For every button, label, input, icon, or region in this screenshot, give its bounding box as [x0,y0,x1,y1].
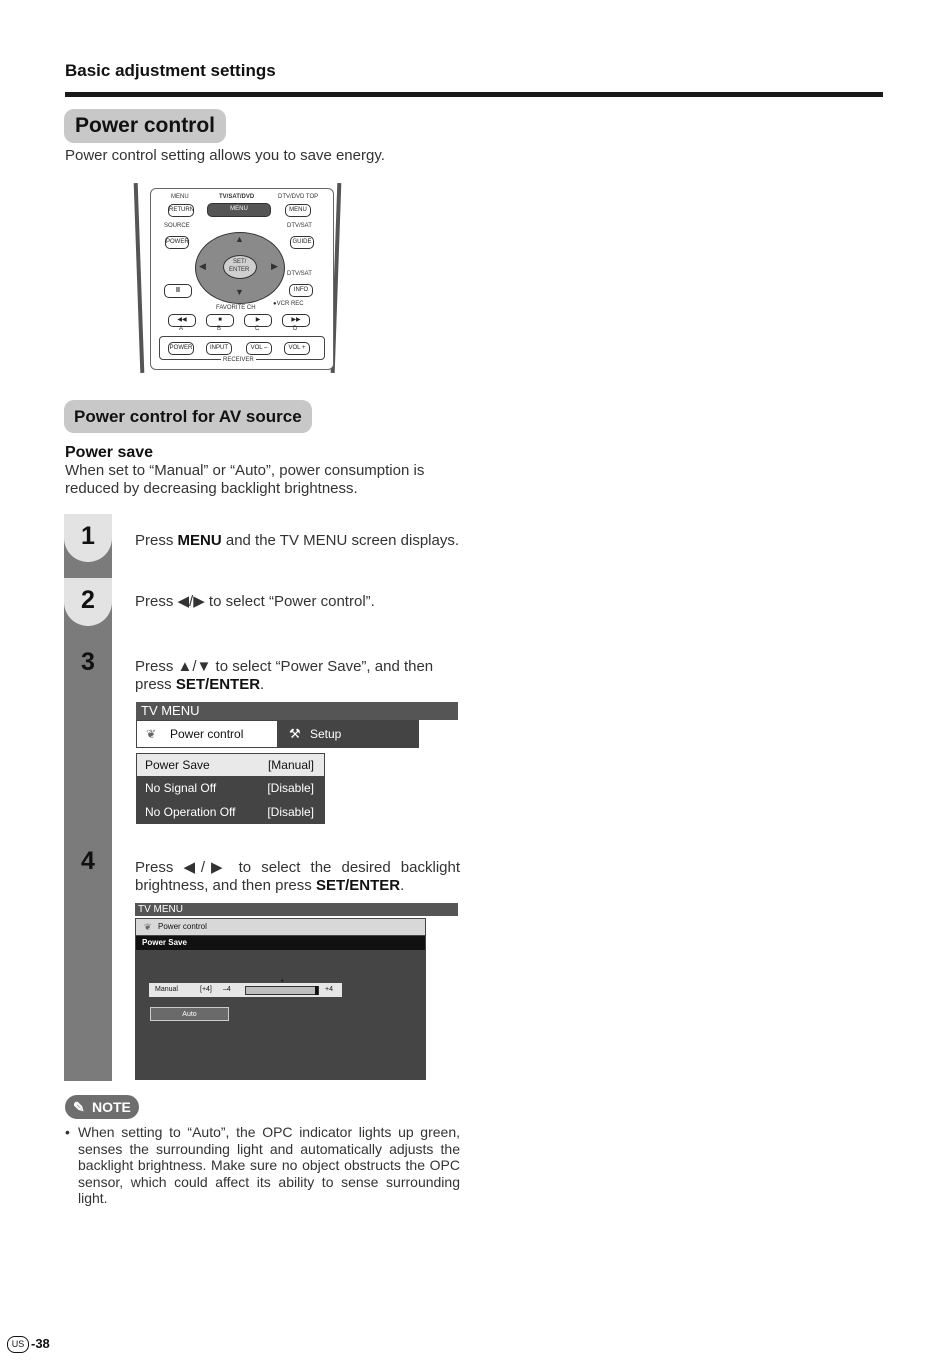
remote-label-vcrrec: ●VCR REC [273,301,304,307]
row-value: [Manual] [267,758,314,772]
info-button: INFO [289,284,313,297]
receiver-input-button: INPUT [206,342,232,355]
step-1-pre: Press [135,532,178,549]
page-number-value: -38 [31,1336,50,1351]
remote-label-b: B [217,326,222,332]
header-rule [65,92,883,97]
manual-label: Manual [155,986,178,993]
row-value: [Disable] [267,805,314,819]
slider-center-dot: • [281,978,284,985]
step-3-text [135,658,460,694]
dpad-right-icon: ▶ [271,261,278,271]
step-4-bold: SET/ENTER [315,877,401,894]
vol-down-button: VOL – [246,342,272,355]
step-3-line1: Press ▲/▼ to select “Power Save”, and then [135,658,434,675]
slider-min-label: –4 [223,986,231,993]
row-label: No Operation Off [145,805,236,819]
page-title: Power control [64,109,226,143]
tab-setup-label: Setup [310,727,342,741]
step-3-bold: SET/ENTER [175,676,261,693]
remote-control-illustration [150,188,334,370]
tv-menu-2-screen [135,918,426,1080]
remote-label-source: SOURCE [164,223,190,229]
step-1-post: and the TV MENU screen displays. [221,532,460,549]
enter-label: ENTER [229,267,250,273]
menu-row-no-signal-off[interactable] [137,777,324,799]
row-label: Power Save [145,758,210,772]
remote-label-menu: MENU [171,194,189,200]
slider-thumb[interactable] [315,986,318,995]
pause-button: II [164,284,192,298]
menu-row-power-save[interactable] [137,754,324,776]
intro-text: Power control setting allows you to save energy. [65,147,385,164]
tab-power-control[interactable] [137,721,277,747]
page-number [7,1336,50,1353]
manual-value: [+4] [200,986,212,993]
tv-menu-1-list [136,753,325,824]
slider-max-label: +4 [325,986,333,993]
dpad-up-icon: ▲ [235,234,244,244]
step-4-pre: Press ◀/▶ to select the desired backlight brightness, and then press [135,859,460,894]
paperclip-icon: ✎ [73,1099,85,1115]
stop-button: ■ [206,314,234,327]
auto-button[interactable]: Auto [150,1007,229,1021]
step-3-number: 3 [81,648,95,676]
step-4-text [135,859,460,895]
leaf-icon: ❦ [144,922,152,932]
menu-button-highlighted: MENU [207,203,271,217]
subsection-title: Power control for AV source [64,400,312,433]
manual-slider-row[interactable] [149,978,342,997]
play-button: ▶ [244,314,272,327]
remote-label-d: D [293,326,298,332]
menu-button-right: MENU [285,204,311,217]
tab-setup[interactable] [281,721,418,747]
row-value: [Disable] [267,781,314,795]
remote-label-dtvsat-1: DTV/SAT [287,223,312,229]
tv-menu-2-title: TV MENU [135,903,458,916]
vol-up-button: VOL + [284,342,310,355]
tv-menu-2-tab-label: Power control [158,922,207,931]
tv-menu-1-tabs [136,720,419,748]
note-body: When setting to “Auto”, the OPC indicator lights up green, senses the surrounding light and automatically adjusts the backlight brightness. Make sure no object obstructs the OPC sensor, which could affect its ability to sense surrounding light. [78,1124,460,1206]
step-2-number: 2 [81,586,95,614]
source-power-button: POWER [165,236,189,249]
rewind-button: ◀◀ [168,314,196,327]
remote-edge-left [134,183,145,373]
remote-label-tvsat: TV/SAT/DVD [219,194,255,200]
receiver-power-button: POWER [168,342,194,355]
remote-label-favorite: FAVORITE CH [216,305,256,311]
row-label: No Signal Off [145,781,217,795]
wrench-icon: ⚒ [289,726,301,741]
set-label: SET/ [233,259,247,265]
section-heading: Basic adjustment settings [65,61,276,80]
remote-label-receiver: RECEIVER [223,357,254,363]
remote-label-dtvtop: DTV/DVD TOP [278,194,319,200]
step-3-pre: press [135,676,176,693]
note-bullet: • [65,1124,70,1140]
power-save-submenu-title: Power Save [136,936,425,950]
step-1-bold: MENU [177,532,222,549]
step-4-number: 4 [81,847,95,875]
remote-label-a: A [179,326,184,332]
fastforward-button: ▶▶ [282,314,310,327]
dpad-left-icon: ◀ [199,261,206,271]
remote-label-c: C [255,326,260,332]
tv-menu-2-tab-power-control[interactable] [136,919,425,935]
power-save-heading: Power save [65,444,154,461]
menu-row-no-operation-off[interactable] [137,801,324,823]
step-1-text [135,532,460,550]
guide-button: GUIDE [290,236,314,249]
dpad-down-icon: ▼ [235,287,244,297]
power-save-body: When set to “Manual” or “Auto”, power consumption is reduced by decreasing backlight brightness. [65,462,425,497]
step-3-post: . [260,676,265,693]
leaf-icon: ❦ [146,727,157,741]
set-enter-button [223,255,257,279]
note-badge-label: NOTE [92,1099,131,1115]
tab-power-control-label: Power control [170,727,244,741]
note-badge [65,1095,139,1119]
tv-menu-1-title: TV MENU [136,702,458,720]
region-badge: US [7,1336,29,1353]
step-1-number: 1 [81,522,95,550]
return-button: RETURN [168,204,194,217]
remote-label-dtvsat-2: DTV/SAT [287,271,312,277]
step-4-post: . [400,877,405,894]
step-2-text: Press ◀/▶ to select “Power control”. [135,593,375,610]
